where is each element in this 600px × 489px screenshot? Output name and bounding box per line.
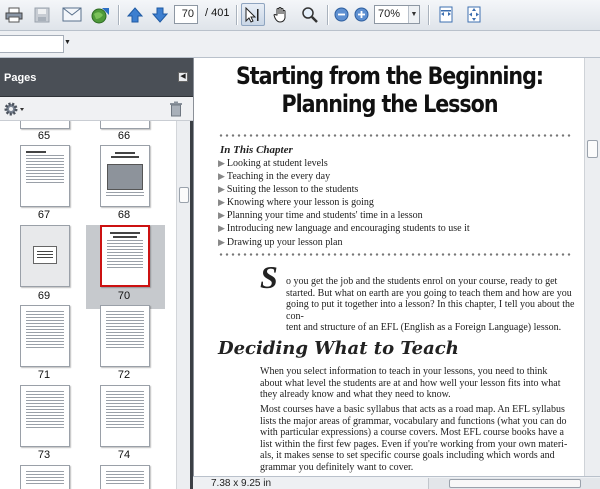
text-line: about what level the students are at and how well your lesson fits into what [260, 377, 561, 389]
section-heading: Deciding What to Teach [218, 338, 459, 359]
page-total-label: / 401 [205, 7, 230, 19]
in-this-chapter-heading: In This Chapter [220, 144, 293, 156]
fit-page-icon[interactable] [463, 3, 485, 26]
email-icon[interactable] [60, 3, 84, 26]
dotted-divider [218, 253, 571, 256]
body-paragraph [260, 366, 578, 401]
toolbar-separator [118, 5, 119, 25]
options-gear-icon[interactable] [3, 101, 25, 117]
select-tool-icon[interactable] [241, 3, 265, 26]
main-toolbar [0, 0, 600, 31]
list-item-text: Looking at student levels [226, 158, 328, 169]
text-line: going to put it together into a lesson? In this chapter, I tell you about the con- [286, 299, 575, 322]
list-item [218, 196, 470, 209]
text-line: list within the first few pages. Even if you're working from your own materi- [260, 438, 568, 450]
zoom-level-select[interactable] [374, 5, 420, 24]
intro-paragraph [286, 276, 576, 334]
fit-width-icon[interactable] [435, 3, 457, 26]
arrow-bullet-icon: ▶ [218, 197, 225, 208]
page-thumbnail-73[interactable] [20, 385, 70, 447]
horizontal-scrollbar-thumb[interactable] [449, 479, 581, 488]
list-item [218, 236, 470, 249]
body-paragraph [260, 404, 578, 473]
zoom-level-value: 70% [378, 8, 401, 20]
text-line: When you select information to teach in your lessons, you need to think [260, 366, 548, 377]
page-thumbnail-68[interactable] [100, 145, 150, 207]
text-line: lists the major areas of grammar, vocabulary and functions (what you can do [260, 415, 567, 427]
list-item [218, 209, 470, 222]
arrow-bullet-icon: ▶ [218, 171, 225, 182]
text-line: started. But what on earth are you going to teach them and how are you [286, 287, 572, 299]
marquee-zoom-icon[interactable] [298, 3, 322, 26]
drop-cap: S [260, 259, 278, 295]
chevron-down-icon[interactable]: ▼ [408, 6, 419, 23]
page-thumbnail-75[interactable] [20, 465, 70, 489]
text-line: tent and structure of an EFL (English as a Foreign Language) lesson. [286, 322, 562, 333]
previous-page-icon[interactable] [125, 3, 145, 26]
page-thumbnail-65[interactable] [20, 121, 70, 129]
save-icon[interactable] [31, 3, 53, 26]
toolbar-separator [236, 5, 237, 25]
page-thumbnail-70[interactable] [100, 225, 150, 287]
page-thumbnail-label: 70 [117, 290, 131, 302]
page-thumbnail-label: 68 [117, 209, 131, 221]
dotted-divider [218, 134, 571, 137]
list-item [218, 157, 470, 170]
list-item-text: Introducing new language and encouraging students to use it [226, 223, 470, 235]
zoom-in-icon[interactable] [352, 3, 370, 26]
list-item-text: Suiting the lesson to the students [226, 184, 359, 196]
arrow-bullet-icon: ▶ [218, 236, 225, 247]
list-item [218, 222, 470, 235]
text-line: grammar you definitely want to cover. [260, 461, 414, 473]
list-item-text: Knowing where your lesson is going [226, 197, 374, 209]
page-thumbnail-66[interactable] [100, 121, 150, 129]
find-input[interactable] [0, 35, 64, 53]
trash-icon[interactable] [169, 101, 183, 117]
chapter-title [221, 62, 557, 118]
document-page [193, 58, 584, 476]
document-scrollbar-thumb[interactable] [587, 140, 598, 158]
arrow-bullet-icon: ▶ [218, 158, 225, 168]
page-number-input[interactable]: 70 [174, 5, 198, 24]
text-line: als, it makes sense to set specific course goals including which words and [260, 450, 555, 461]
page-thumbnail-label: 73 [37, 449, 51, 461]
page-thumbnail-label: 74 [117, 449, 131, 461]
page-thumbnail-67[interactable] [20, 145, 70, 207]
page-thumbnail-label: 69 [37, 290, 51, 302]
horizontal-scrollbar[interactable] [428, 478, 600, 489]
page-thumbnail-72[interactable] [100, 305, 150, 367]
collapse-panel-icon[interactable]: ◀ [178, 72, 188, 82]
zoom-out-icon[interactable] [332, 3, 350, 26]
page-thumbnail-label: 71 [37, 369, 51, 381]
chapter-title-line: Starting from the Beginning: [235, 62, 544, 90]
chapter-contents-list [218, 157, 470, 249]
list-item-text: Drawing up your lesson plan [226, 236, 343, 248]
page-size-label: 7.38 x 9.25 in [211, 478, 272, 489]
web-share-icon[interactable] [88, 3, 112, 26]
text-line: they already know and what they need to know. [260, 389, 451, 400]
page-thumbnail-label: 66 [117, 130, 131, 142]
arrow-bullet-icon: ▶ [218, 210, 225, 221]
pages-panel-header [0, 58, 193, 97]
status-bar [193, 476, 600, 489]
page-thumbnail-76[interactable] [100, 465, 150, 489]
page-thumbnails [0, 121, 176, 489]
page-thumbnail-71[interactable] [20, 305, 70, 367]
page-thumbnail-label: 67 [37, 209, 51, 221]
list-item-text: Teaching in the every day [226, 171, 331, 183]
page-thumbnail-69[interactable] [20, 225, 70, 287]
hand-tool-icon[interactable] [269, 3, 293, 26]
pages-panel-title: Pages [4, 72, 37, 84]
chevron-down-icon[interactable]: ▼ [64, 39, 71, 46]
text-line: Most courses have a basic syllabus that acts as a road map. An EFL syllabus [260, 404, 565, 415]
thumbnail-scrollbar-thumb[interactable] [179, 187, 189, 203]
toolbar-separator [327, 5, 328, 25]
arrow-bullet-icon: ▶ [218, 184, 225, 195]
text-line: o you get the job and the students enrol on your course, ready to get [286, 276, 558, 287]
page-thumbnail-74[interactable] [100, 385, 150, 447]
secondary-toolbar [0, 31, 600, 58]
text-line: with particular expressions) a course covers. Most EFL course books have a [260, 427, 564, 438]
arrow-bullet-icon: ▶ [218, 223, 225, 234]
chapter-title-line: Planning the Lesson [281, 90, 498, 118]
toolbar-separator [428, 5, 429, 25]
list-item-text: Planning your time and students' time in a lesson [226, 210, 423, 222]
page-thumbnail-label: 72 [117, 369, 131, 381]
next-page-icon[interactable] [150, 3, 170, 26]
pages-panel [0, 58, 193, 489]
document-scrollbar[interactable] [584, 58, 600, 476]
pages-panel-tools [0, 97, 193, 121]
list-item [218, 183, 470, 196]
page-thumbnail-label: 65 [37, 130, 51, 142]
print-icon[interactable] [3, 3, 25, 26]
list-item [218, 170, 470, 183]
thumbnail-scrollbar[interactable] [176, 121, 190, 489]
